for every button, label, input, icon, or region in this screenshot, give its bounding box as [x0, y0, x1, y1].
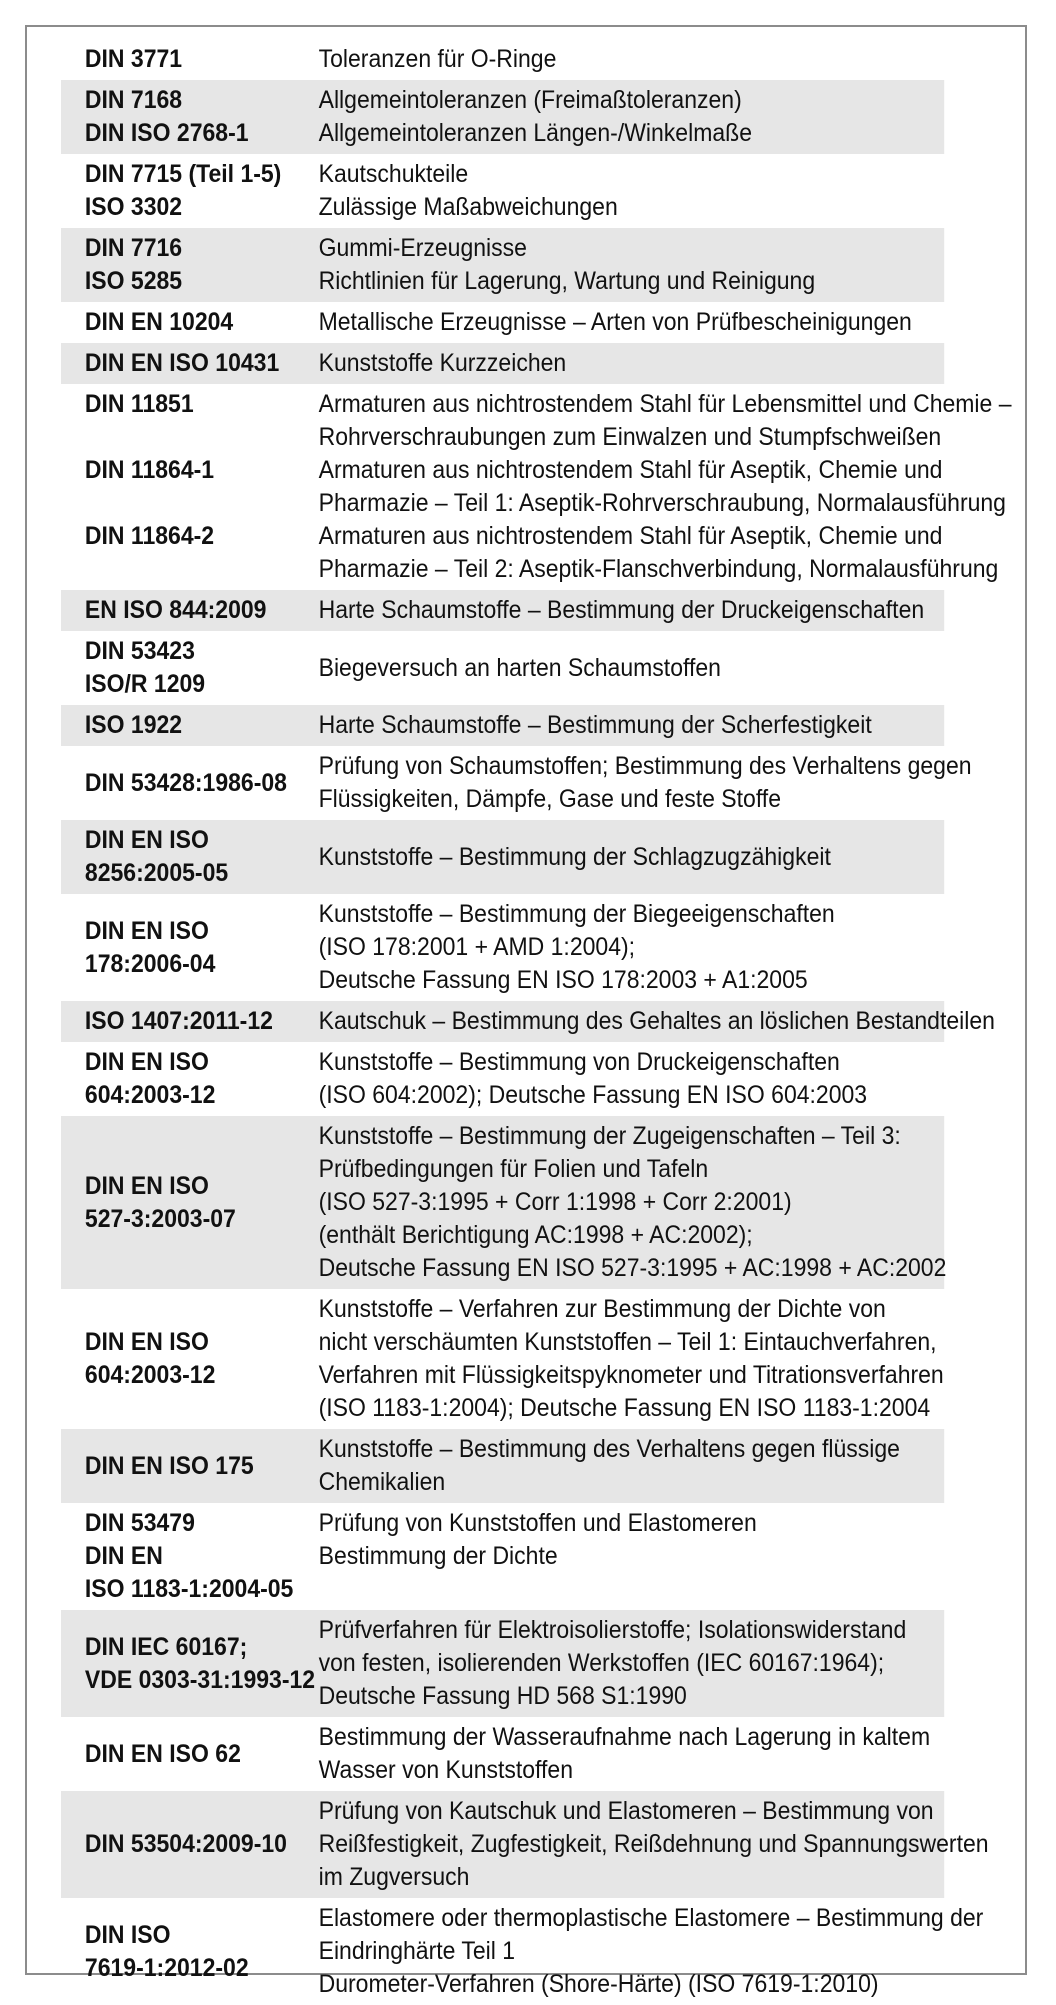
standard-code-line: DIN EN 10204 — [84, 308, 234, 336]
table-row — [61, 746, 972, 820]
standard-code-line — [85, 421, 315, 454]
standard-code — [61, 43, 315, 76]
standard-code — [61, 635, 315, 701]
standard-code-line: 527-3:2003-07 — [84, 1204, 236, 1233]
standard-code — [61, 1721, 315, 1787]
standard-code-line: DIN 53428:1986-08 — [84, 768, 287, 797]
standard-description-line: Prüfung von Kautschuk und Elastomeren – Bestimmung von — [318, 1797, 934, 1825]
standard-code-line — [85, 553, 315, 586]
standard-code-line: DIN EN — [84, 1542, 163, 1570]
standard-code — [61, 1005, 315, 1038]
standard-code-line: 604:2003-12 — [84, 1361, 216, 1389]
table-row — [61, 705, 944, 746]
standard-code-line: EN ISO 844:2009 — [84, 596, 267, 624]
standard-description — [315, 1795, 989, 1894]
standard-description-line: Kautschuk – Bestimmung des Gehaltes an löslichen Bestandteilen — [318, 1007, 995, 1035]
standard-code-line: DIN 7715 (Teil 1-5) — [84, 160, 282, 188]
standard-description-line: Kunststoffe Kurzzeichen — [318, 349, 567, 377]
standard-description — [315, 1902, 983, 2001]
table-row — [61, 1717, 944, 1791]
standard-description-line: Durometer-Verfahren (Shore-Härte) (ISO 7619-1:2010) — [318, 1970, 879, 1998]
table-row — [61, 343, 944, 384]
standard-description-line: (enthält Berichtigung AC:1998 + AC:2002); — [318, 1221, 753, 1249]
standard-code — [61, 1293, 315, 1425]
standard-description-line: Prüfverfahren für Elektroisolierstoffe; Isolationswiderstand — [318, 1616, 907, 1644]
standard-code — [61, 1120, 315, 1285]
standard-description — [315, 306, 944, 339]
table-row — [61, 1001, 995, 1042]
standard-description-line: nicht verschäumten Kunststoffen – Teil 1: Eintauchverfahren, — [318, 1328, 937, 1356]
standard-code-line — [85, 487, 315, 520]
table-row — [61, 80, 944, 154]
table-row — [61, 820, 944, 894]
standard-description-line: Wasser von Kunststoffen — [318, 1756, 574, 1784]
standard-code-line: DIN 11864-2 — [84, 522, 215, 550]
standard-code-line: 7619-1:2012-02 — [84, 1953, 249, 1982]
standard-description-line: (ISO 604:2002); Deutsche Fassung EN ISO 604:2003 — [318, 1081, 868, 1109]
table-row — [61, 1610, 944, 1717]
standard-description-line: Armaturen aus nichtrostendem Stahl für Lebensmittel und Chemie – — [318, 390, 1012, 418]
standard-description — [315, 347, 944, 380]
standard-description-line: Eindringhärte Teil 1 — [318, 1937, 516, 1965]
standard-code-line: DIN EN ISO — [84, 1328, 209, 1356]
standard-code-line: DIN EN ISO 62 — [84, 1739, 241, 1768]
standard-code-line: ISO 1183-1:2004-05 — [84, 1575, 294, 1603]
standard-description-line: von festen, isolierenden Werkstoffen (IEC 60167:1964); — [318, 1649, 885, 1677]
standard-code — [61, 824, 315, 890]
table-row — [61, 631, 944, 705]
standard-code-line: DIN 53423 — [84, 637, 195, 665]
standard-code — [61, 1614, 315, 1713]
standard-description — [315, 43, 944, 76]
standard-description-line: Gummi-Erzeugnisse — [318, 234, 527, 262]
standard-code — [61, 347, 315, 380]
standard-code-line: DIN EN ISO — [84, 1048, 209, 1076]
standard-description-line: Prüfung von Kunststoffen und Elastomeren — [318, 1509, 757, 1537]
standard-description-line: Bestimmung der Dichte — [318, 1542, 558, 1570]
standard-code — [61, 1902, 315, 2001]
standard-code-line: ISO 5285 — [84, 267, 183, 295]
standard-code-line: DIN 53479 — [84, 1509, 195, 1537]
table-row — [61, 590, 944, 631]
standard-description-line: Verfahren mit Flüssigkeitspyknometer und Titrationsverfahren — [318, 1361, 944, 1389]
standard-description-line: Deutsche Fassung EN ISO 178:2003 + A1:2005 — [318, 966, 808, 994]
table-row — [61, 1429, 944, 1503]
standard-code-line: 8256:2005-05 — [84, 859, 229, 887]
standard-description-line: Armaturen aus nichtrostendem Stahl für Aseptik, Chemie und — [318, 522, 943, 550]
standard-code — [61, 84, 315, 150]
standard-description-line: Kunststoffe – Bestimmung der Biegeeigenschaften — [318, 900, 835, 928]
standard-code — [61, 1507, 315, 1606]
standard-code-line: DIN EN ISO — [84, 826, 209, 854]
standard-description-line: Metallische Erzeugnisse – Arten von Prüfbescheinigungen — [318, 308, 912, 336]
standard-code — [61, 306, 315, 339]
standard-description-line: Bestimmung der Wasseraufnahme nach Lagerung in kaltem — [318, 1723, 931, 1751]
standard-description-line: Pharmazie – Teil 1: Aseptik-Rohrverschraubung, Normalausführung — [318, 489, 1006, 517]
standard-code — [61, 388, 315, 586]
standard-code-line: DIN EN ISO — [84, 916, 209, 945]
standard-description — [315, 1614, 944, 1713]
standard-code — [61, 1046, 315, 1112]
table-row — [61, 228, 944, 302]
standard-description-line: Kunststoffe – Verfahren zur Bestimmung der Dichte von — [318, 1295, 886, 1323]
standard-description-line: Kunststoffe – Bestimmung der Schlagzugzähigkeit — [318, 842, 831, 871]
table-row — [61, 1791, 989, 1898]
standard-description-line: Allgemeintoleranzen (Freimaßtoleranzen) — [318, 86, 742, 114]
standard-description-line: Toleranzen für O-Ringe — [318, 45, 557, 73]
standard-description-line: Flüssigkeiten, Dämpfe, Gase und feste Stoffe — [318, 785, 781, 813]
standards-table — [61, 39, 1012, 2005]
standard-description-line: Kunststoffe – Bestimmung des Verhaltens gegen flüssige — [318, 1435, 900, 1463]
standard-code — [61, 232, 315, 298]
standard-description-line: Harte Schaumstoffe – Bestimmung der Druckeigenschaften — [318, 596, 925, 624]
standard-code — [61, 1795, 315, 1894]
standard-code-line: DIN 7716 — [84, 234, 183, 262]
standard-description — [315, 709, 944, 742]
standard-description-line: Zulässige Maßabweichungen — [318, 193, 618, 221]
standard-description-line: Prüfung von Schaumstoffen; Bestimmung des Verhaltens gegen — [318, 752, 972, 780]
table-row — [61, 39, 944, 80]
standard-code-line: ISO 3302 — [84, 193, 183, 221]
standard-code-line: DIN 3771 — [84, 45, 183, 73]
standard-description-line: Pharmazie – Teil 2: Aseptik-Flanschverbindung, Normalausführung — [318, 555, 999, 583]
standard-description — [315, 1120, 946, 1285]
standard-code-line: DIN 11864-1 — [84, 456, 215, 484]
standard-description-line: Prüfbedingungen für Folien und Tafeln — [318, 1155, 709, 1183]
standard-description — [315, 1005, 995, 1038]
standard-code-line: DIN 7168 — [84, 86, 183, 114]
standard-description-line: Kunststoffe – Bestimmung der Zugeigenschaften – Teil 3: — [318, 1122, 901, 1150]
standard-description — [315, 1293, 944, 1425]
standard-description — [315, 158, 944, 224]
standard-code — [61, 158, 315, 224]
standard-description — [315, 388, 1012, 586]
standard-description — [315, 1046, 944, 1112]
standard-code-line: ISO 1922 — [84, 711, 183, 739]
standard-description — [315, 750, 972, 816]
standard-code-line: DIN EN ISO 10431 — [84, 349, 280, 377]
table-row — [61, 1898, 984, 2005]
standard-description-line: Allgemeintoleranzen Längen-/Winkelmaße — [318, 119, 753, 147]
standard-code-line: DIN EN ISO — [84, 1171, 209, 1200]
standard-description-line: Kunststoffe – Bestimmung von Druckeigenschaften — [318, 1048, 840, 1076]
table-row — [61, 302, 944, 343]
standard-description-line: Deutsche Fassung EN ISO 527-3:1995 + AC:1998 + AC:2002 — [318, 1254, 947, 1282]
standards-table-frame — [25, 25, 1027, 1998]
standard-description — [315, 84, 944, 150]
standard-code — [61, 594, 315, 627]
standard-description-line: Richtlinien für Lagerung, Wartung und Reinigung — [318, 267, 816, 295]
standard-code-line: DIN ISO 2768-1 — [84, 119, 249, 147]
standard-description — [315, 1433, 944, 1499]
standard-description — [315, 232, 944, 298]
standard-description-line: Rohrverschraubungen zum Einwalzen und Stumpfschweißen — [318, 423, 942, 451]
standard-code-line: 178:2006-04 — [84, 949, 216, 978]
table-row — [61, 894, 944, 1001]
standard-code-line: DIN 53504:2009-10 — [84, 1830, 287, 1858]
standard-code-line: VDE 0303-31:1993-12 — [84, 1665, 316, 1694]
standard-code-line: DIN ISO — [84, 1920, 171, 1949]
standard-description-line: Harte Schaumstoffe – Bestimmung der Scherfestigkeit — [318, 711, 872, 739]
standard-description — [315, 824, 944, 890]
standard-code — [61, 709, 315, 742]
standard-code — [61, 1433, 315, 1499]
standard-code-line: DIN 11851 — [84, 390, 194, 418]
standard-description-line: Armaturen aus nichtrostendem Stahl für Aseptik, Chemie und — [318, 456, 943, 484]
table-row — [61, 1042, 944, 1116]
standard-description-line: im Zugversuch — [318, 1863, 470, 1891]
standard-code-line: ISO/R 1209 — [84, 670, 206, 698]
standard-description-line — [319, 1573, 945, 1606]
standard-code — [61, 898, 315, 997]
table-row — [61, 1116, 947, 1289]
table-row — [61, 1289, 944, 1429]
standard-description-line: Chemikalien — [318, 1468, 446, 1496]
standard-description-line: (ISO 1183-1:2004); Deutsche Fassung EN ISO 1183-1:2004 — [318, 1394, 931, 1422]
standard-description — [315, 1721, 944, 1787]
standard-description-line: (ISO 178:2001 + AMD 1:2004); — [318, 933, 636, 961]
standard-code-line: ISO 1407:2011-12 — [84, 1007, 273, 1035]
standard-description-line: Deutsche Fassung HD 568 S1:1990 — [318, 1682, 687, 1710]
table-row — [61, 1503, 944, 1610]
standard-description-line: Biegeversuch an harten Schaumstoffen — [318, 653, 721, 682]
standard-code-line: 604:2003-12 — [84, 1081, 216, 1109]
standard-description — [315, 1507, 944, 1606]
standard-description — [315, 635, 944, 701]
standard-description-line: Elastomere oder thermoplastische Elastomere – Bestimmung der — [318, 1904, 984, 1932]
standard-description-line: Kautschukteile — [318, 160, 469, 188]
standard-description — [315, 898, 944, 997]
standard-code — [61, 750, 315, 816]
standard-code-line: DIN EN ISO 175 — [84, 1451, 254, 1480]
standard-description-line: (ISO 527-3:1995 + Corr 1:1998 + Corr 2:2001) — [318, 1188, 792, 1216]
table-row — [61, 154, 944, 228]
table-row — [61, 384, 1012, 590]
standard-code-line: DIN IEC 60167; — [84, 1632, 248, 1661]
standard-description — [315, 594, 944, 627]
standard-description-line: Reißfestigkeit, Zugfestigkeit, Reißdehnung und Spannungswerten — [318, 1830, 989, 1858]
